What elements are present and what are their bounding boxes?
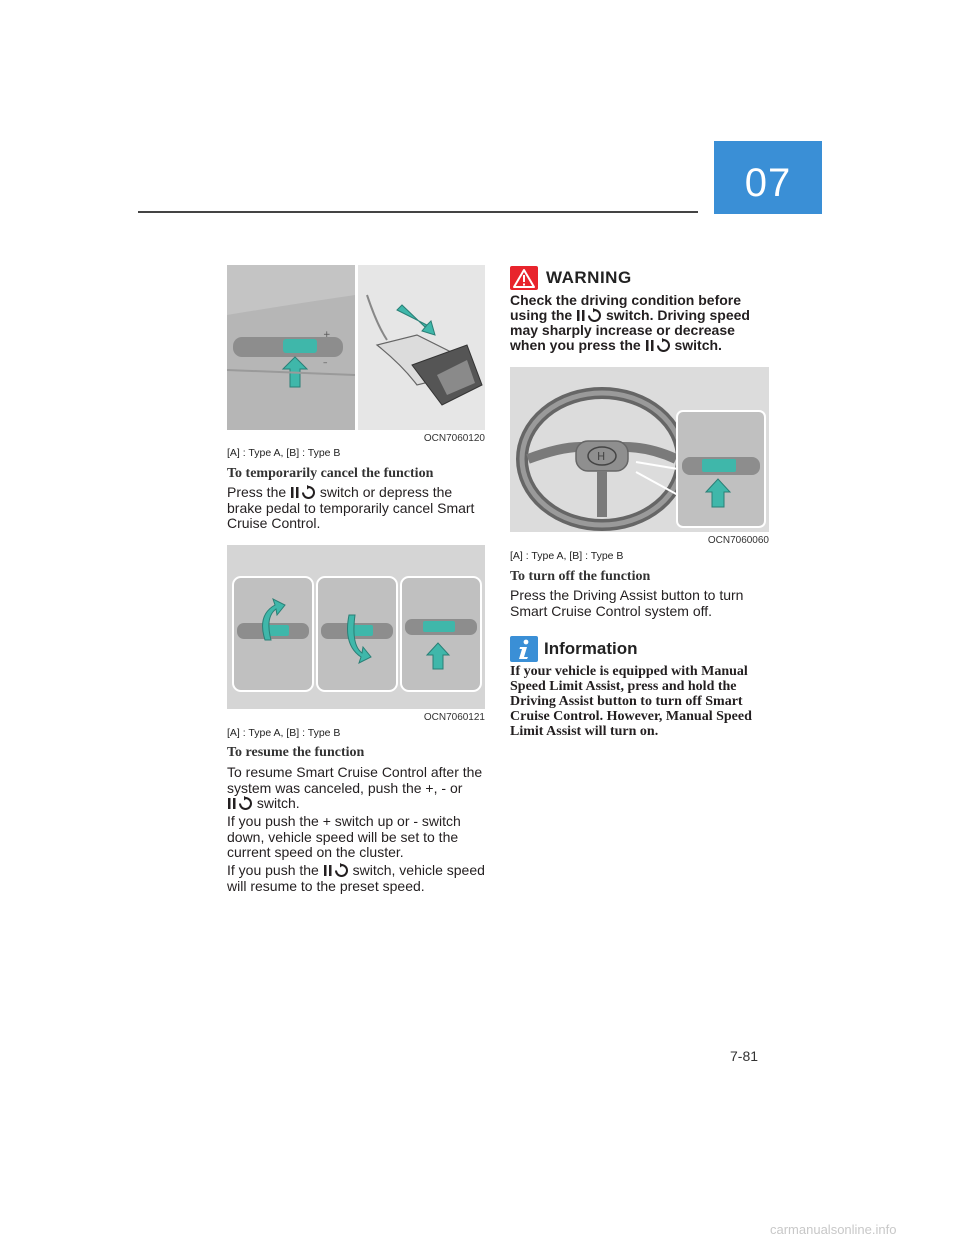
text-run: To resume Smart Cruise Control after the system was canceled, push the +, - or (227, 764, 483, 796)
info-text: If your vehicle is equipped with Manual Speed Limit Assist, press and hold the Driving Assist button to turn off Smart Cruise Control. However, Manual Speed Limit Assist will turn on. (510, 664, 752, 739)
text-run: switch. (256, 795, 300, 811)
section-heading-resume: To resume the function (227, 745, 365, 760)
figure-resume-switch (227, 545, 485, 709)
info-header (510, 636, 770, 662)
figure-steering-illustration (510, 367, 769, 532)
information-icon (510, 636, 538, 662)
paragraph-cancel (227, 485, 489, 532)
warning-title: WARNING (546, 268, 632, 287)
figure-caption: [A] : Type A, [B] : Type B (227, 447, 341, 459)
warning-text (510, 293, 772, 353)
text-run: switch, vehicle speed will resume to the preset speed. (227, 862, 485, 894)
text-run: switch. (674, 337, 722, 353)
paragraph-resume-2: If you push the + switch up or - switch down, vehicle speed will be set to the current speed on the cluster. (227, 813, 461, 860)
pause-resume-switch-icon (645, 338, 671, 353)
paragraph-resume-3 (227, 863, 489, 894)
text-run: If you push the (227, 862, 319, 878)
figure-cancel-illustration (227, 265, 485, 430)
svg-text:–: – (323, 358, 328, 368)
figure-cancel-switch (227, 265, 485, 430)
figure-code: OCN7060121 (423, 712, 485, 723)
paragraph-resume-1 (227, 765, 489, 812)
figure-caption: [A] : Type A, [B] : Type B (227, 727, 341, 739)
pause-resume-switch-icon (290, 485, 316, 500)
text-run: Press the (227, 484, 287, 500)
header-rule (138, 211, 698, 213)
paragraph-off: Press the Driving Assist button to turn Smart Cruise Control system off. (510, 587, 744, 619)
chapter-tab (714, 141, 822, 214)
pause-resume-switch-icon (576, 308, 602, 323)
svg-text:H: H (597, 450, 606, 463)
text-run: Check the driving condition before using the (510, 292, 742, 323)
figure-caption: [A] : Type A, [B] : Type B (510, 550, 624, 562)
watermark: carmanualsonline.info (770, 1222, 897, 1237)
text-run: switch. Driving speed may sharply increase or decrease when you press the (510, 307, 750, 353)
pause-resume-switch-icon (323, 863, 349, 878)
svg-text:+: + (323, 330, 331, 340)
section-heading-cancel: To temporarily cancel the function (227, 466, 434, 481)
warning-icon (510, 266, 538, 290)
figure-resume-illustration (227, 545, 485, 709)
info-title: Information (544, 639, 638, 658)
text-run: switch or depress the brake pedal to temporarily cancel Smart Cruise Control. (227, 484, 475, 531)
figure-code: OCN7060120 (423, 433, 485, 444)
pause-resume-switch-icon (227, 796, 253, 811)
chapter-number: 07 (744, 161, 792, 205)
section-heading-off: To turn off the function (510, 569, 651, 584)
page-number: 7-81 (730, 1048, 759, 1064)
figure-steering-wheel (510, 367, 769, 532)
figure-code: OCN7060060 (707, 535, 769, 546)
warning-header (510, 265, 770, 291)
